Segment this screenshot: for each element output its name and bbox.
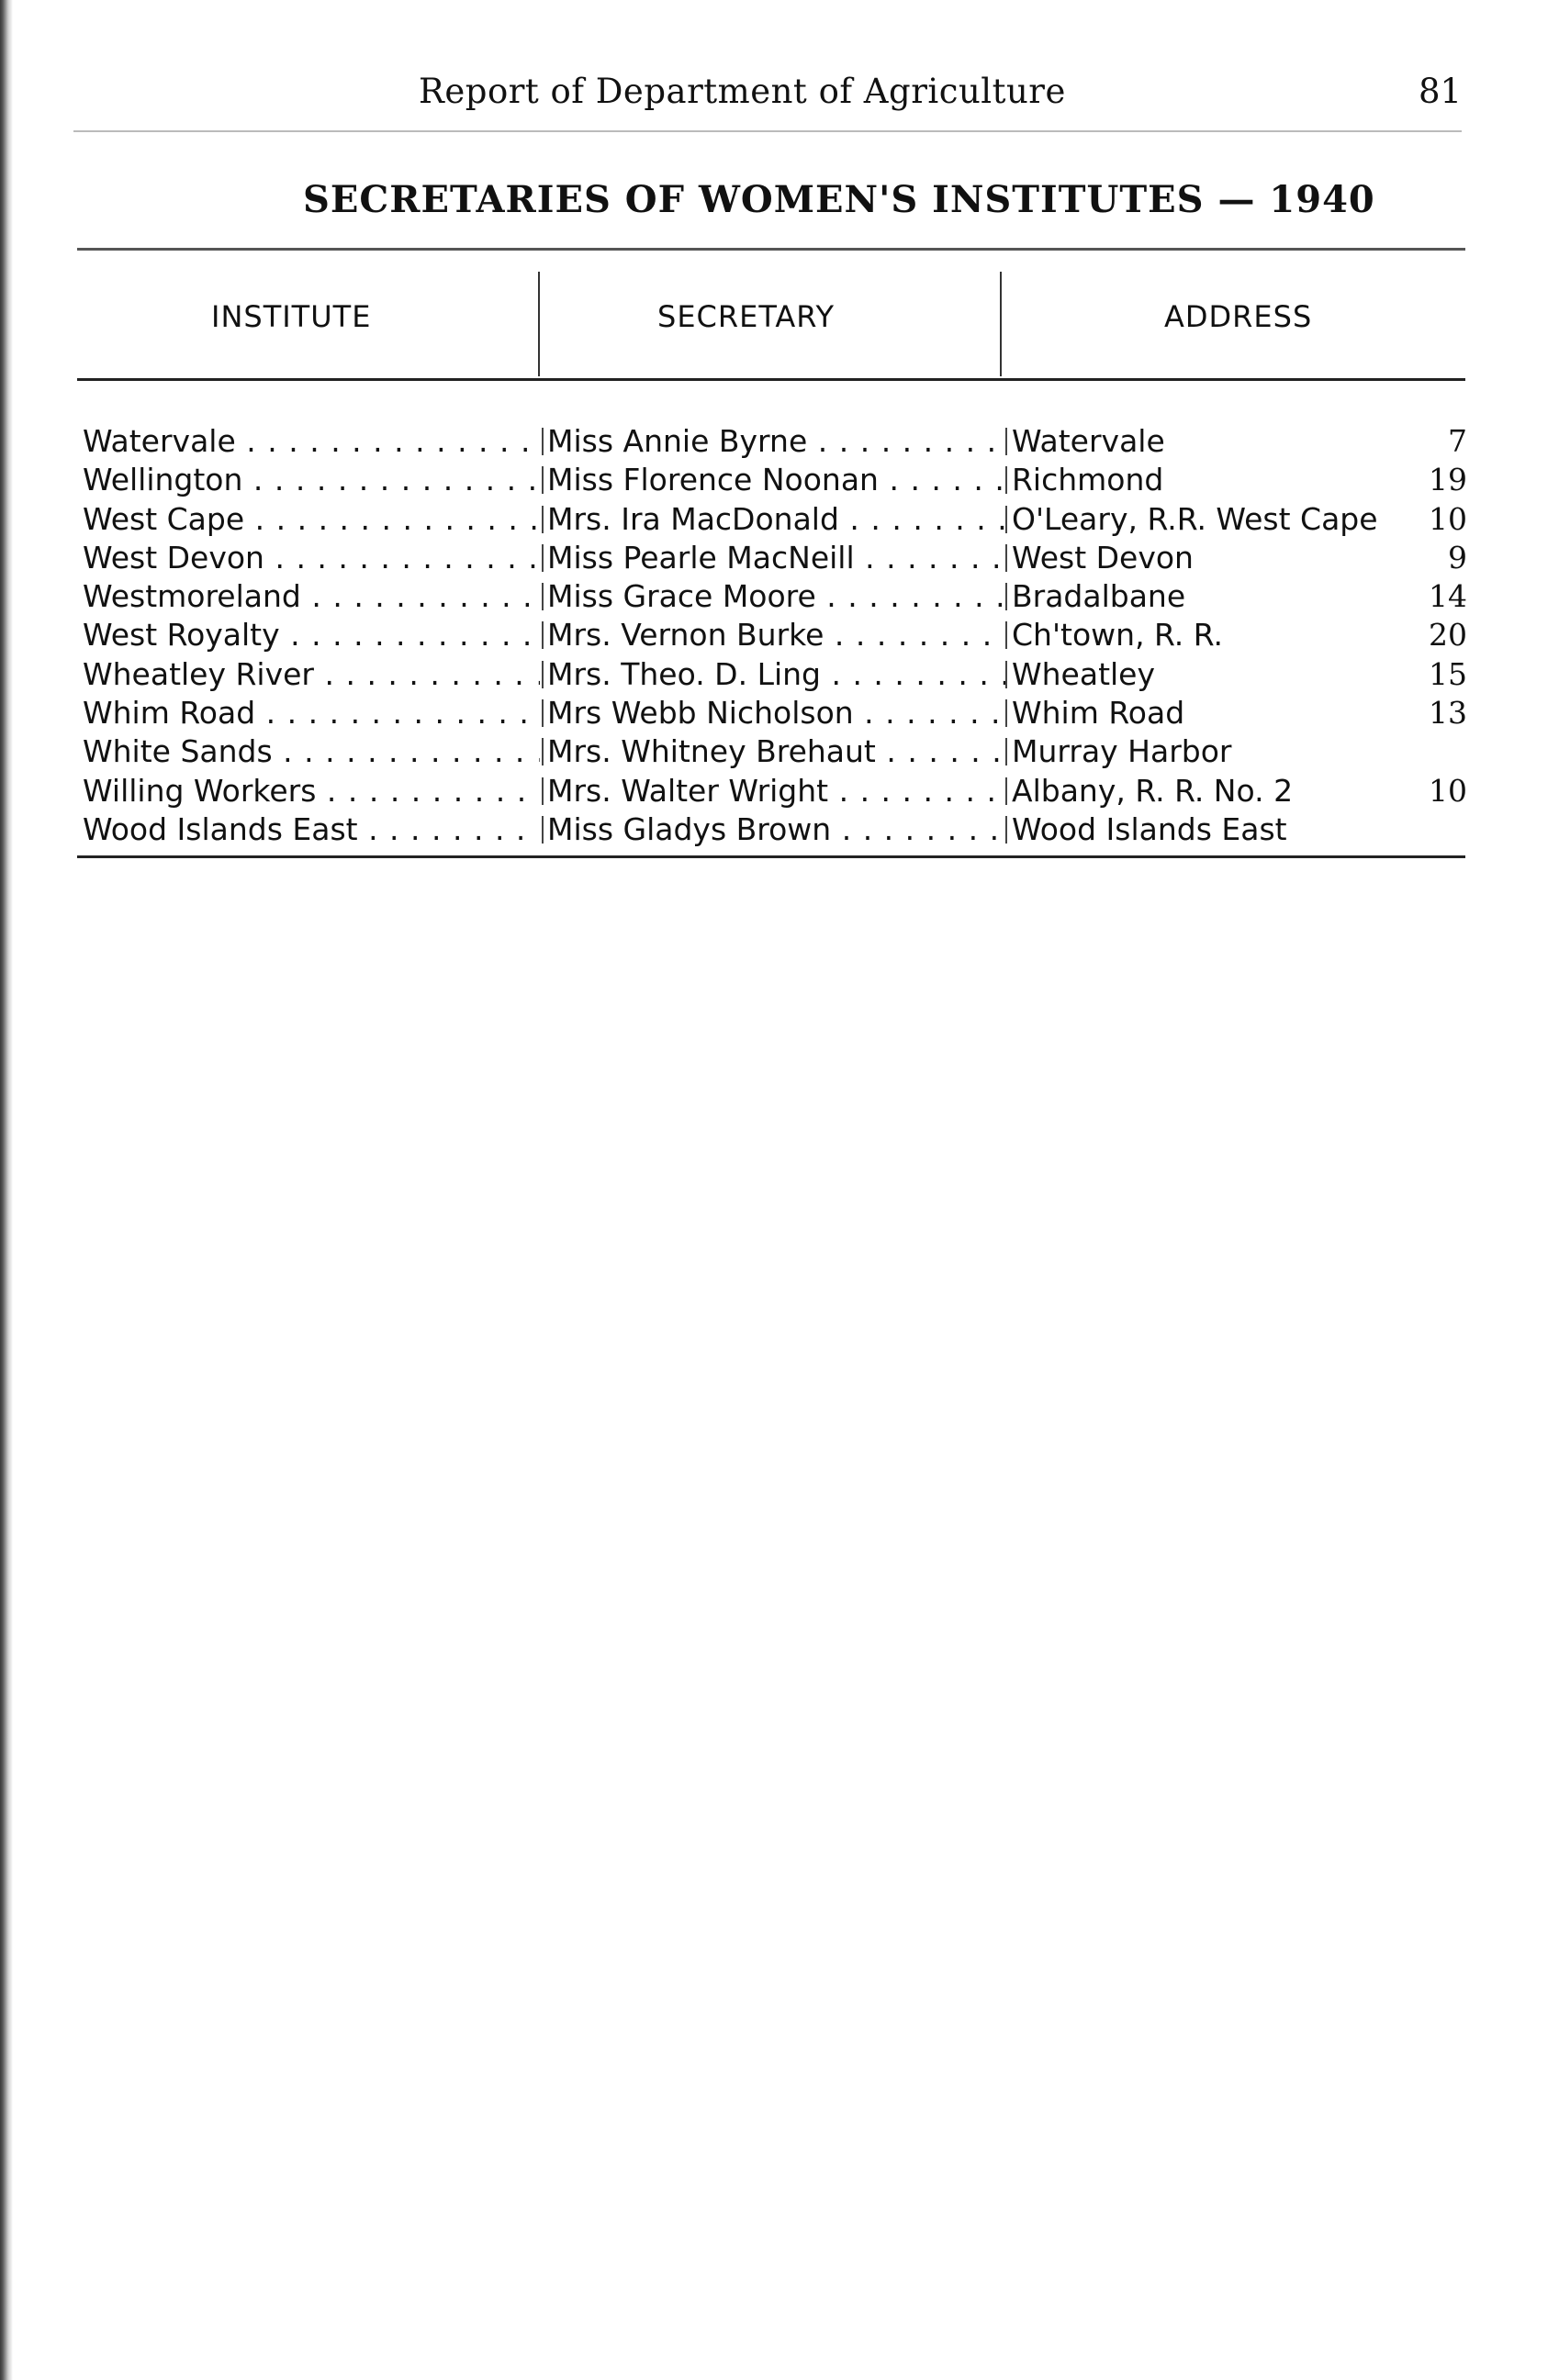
table-row [83, 539, 1469, 577]
table-title: SECRETARIES OF WOMEN'S INSTITUTES — 1940 [303, 178, 1375, 221]
institute-cell: Westmoreland . . . [83, 577, 540, 616]
table-row [83, 655, 1469, 694]
column-header-institute: INSTITUTE [211, 299, 372, 334]
address-cell: Watervale [1012, 423, 1165, 459]
address-cell: O'Leary, R.R. West Cape [1012, 500, 1378, 537]
column-bar [1005, 661, 1007, 688]
number-cell: 15 [1429, 655, 1467, 692]
table-row [83, 461, 1469, 499]
secretary-cell: Mrs. Vernon Burke . . . [547, 616, 1006, 654]
column-bar [542, 583, 544, 610]
secretary-cell: Miss Grace Moore . . . [547, 577, 1006, 616]
secretary-cell: Mrs Webb Nicholson . . . [547, 694, 1006, 732]
column-header-secretary: SECRETARY [657, 299, 836, 334]
table-row [83, 772, 1469, 810]
secretary-cell: Miss Pearle MacNeill . . . [547, 539, 1006, 577]
address-cell: West Devon [1012, 539, 1194, 575]
institute-cell: Wellington . . . [83, 461, 540, 499]
institute-cell: West Devon . . . [83, 539, 540, 577]
table-row [83, 500, 1469, 539]
column-bar [542, 699, 544, 727]
column-header-address: ADDRESS [1164, 299, 1313, 334]
secretary-cell: Miss Gladys Brown . . . [547, 810, 1006, 849]
header-divider-2 [1000, 272, 1002, 376]
address-cell: Murray Harbor [1012, 733, 1232, 770]
column-bar [1005, 428, 1007, 455]
secretary-cell: Mrs. Walter Wright . . . [547, 772, 1006, 810]
address-cell: Wood Islands East [1012, 810, 1287, 847]
number-cell: 10 [1429, 772, 1467, 809]
institute-cell: Willing Workers . . . [83, 772, 540, 810]
table-row [83, 422, 1469, 461]
column-bar [1005, 777, 1007, 805]
table-body [83, 422, 1469, 849]
column-bar [542, 466, 544, 494]
secretary-cell: Miss Annie Byrne . . . [547, 422, 1006, 461]
address-cell: Whim Road [1012, 695, 1185, 732]
column-bar [1005, 621, 1007, 649]
table-row [83, 810, 1469, 849]
number-cell: 10 [1429, 500, 1467, 537]
address-cell: Albany, R. R. No. 2 [1012, 772, 1294, 809]
number-cell: 19 [1429, 462, 1467, 498]
column-bar [1005, 506, 1007, 533]
column-bar [542, 816, 544, 844]
column-bar [542, 428, 544, 455]
column-bar [542, 738, 544, 765]
institute-cell: West Cape . . . [83, 500, 540, 539]
table-header-rule [77, 378, 1465, 381]
column-bar [1005, 466, 1007, 494]
institute-cell: West Royalty . . . [83, 616, 540, 654]
column-bar [1005, 738, 1007, 765]
secretary-cell: Mrs. Ira MacDonald . . . [547, 500, 1006, 539]
table-top-rule [77, 248, 1465, 251]
header-rule [73, 130, 1462, 132]
institute-cell: Whim Road . . . [83, 694, 540, 732]
column-bar [542, 621, 544, 649]
number-cell: 13 [1429, 695, 1467, 732]
number-cell: 9 [1448, 539, 1467, 575]
column-bar [1005, 816, 1007, 844]
column-bar [542, 777, 544, 805]
table-row [83, 694, 1469, 732]
address-cell: Wheatley [1012, 655, 1156, 692]
address-cell: Ch'town, R. R. [1012, 617, 1224, 654]
number-cell: 7 [1448, 423, 1467, 459]
table-row [83, 616, 1469, 654]
number-cell: 14 [1429, 578, 1467, 615]
header-divider-1 [538, 272, 540, 376]
binding-edge [0, 0, 13, 2380]
address-cell: Richmond [1012, 462, 1164, 498]
institute-cell: Wheatley River . . . [83, 655, 540, 694]
institute-cell: Watervale . . . [83, 422, 540, 461]
page-number: 81 [1419, 72, 1463, 111]
number-cell: 20 [1429, 617, 1467, 654]
secretary-cell: Miss Florence Noonan . . . [547, 461, 1006, 499]
table-bottom-rule [77, 855, 1465, 858]
institute-cell: Wood Islands East . . . [83, 810, 540, 849]
table-row [83, 577, 1469, 616]
secretary-cell: Mrs. Whitney Brehaut . . . [547, 732, 1006, 771]
secretary-cell: Mrs. Theo. D. Ling . . . [547, 655, 1006, 694]
column-bar [542, 544, 544, 572]
address-cell: Bradalbane [1012, 578, 1186, 615]
column-bar [542, 661, 544, 688]
column-bar [1005, 699, 1007, 727]
column-bar [542, 506, 544, 533]
column-bar [1005, 544, 1007, 572]
column-bar [1005, 583, 1007, 610]
institute-cell: White Sands . . . [83, 732, 540, 771]
table-row [83, 732, 1469, 771]
running-head: Report of Department of Agriculture [419, 72, 1066, 111]
